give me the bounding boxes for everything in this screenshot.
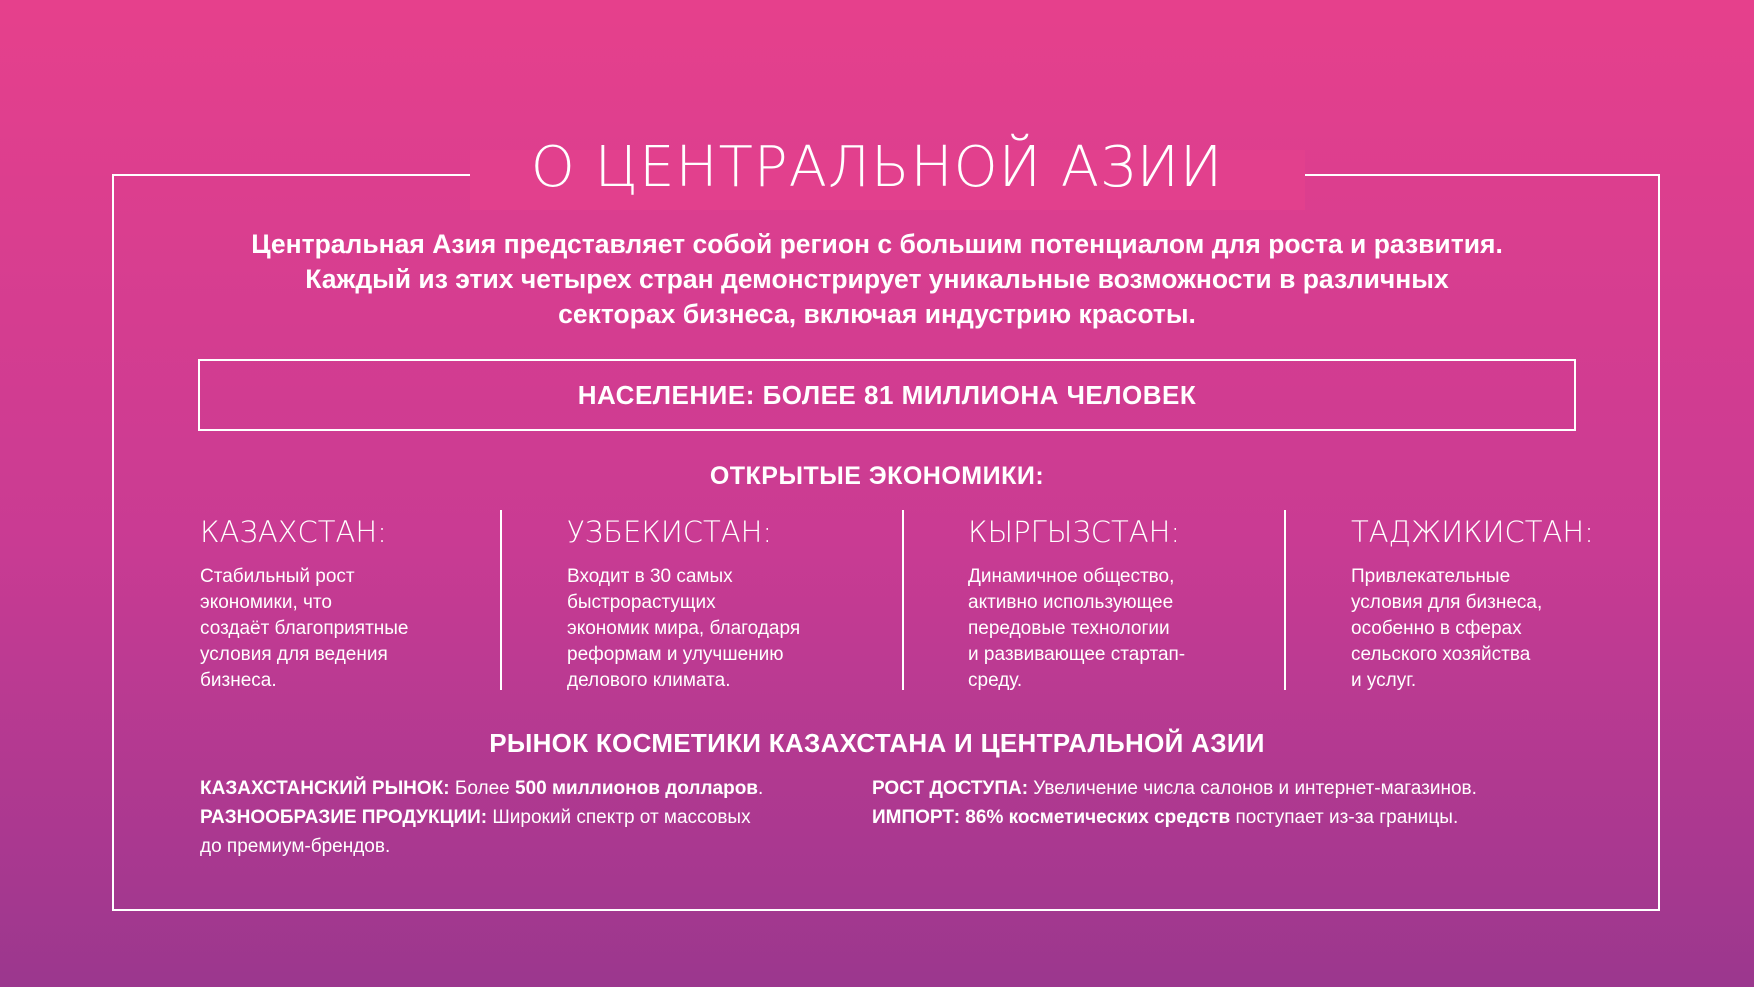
- fact-value: 86% косметических средств: [960, 807, 1231, 828]
- fact-text: Более: [449, 778, 516, 799]
- fact-kazakhstan-market: [200, 774, 763, 803]
- fact-product-variety-cont: [200, 832, 390, 861]
- country-description: Стабильный рост экономики, что создаёт благоприятные условия для ведения бизнеса.: [200, 566, 409, 691]
- fact-label: РОСТ ДОСТУПА:: [872, 778, 1029, 799]
- fact-import: [872, 803, 1458, 832]
- country-description: Привлекательные условия для бизнеса, особенно в сферах сельского хозяйства и услуг.: [1351, 566, 1543, 691]
- country-uzbekistan: [567, 514, 867, 694]
- intro-line: секторах бизнеса, включая индустрию красоты.: [558, 299, 1196, 329]
- fact-label: ИМПОРТ:: [872, 807, 961, 828]
- intro-line: Каждый из этих четырех стран демонстрирует уникальные возможности в различных: [305, 264, 1449, 294]
- country-tajikistan: [1351, 514, 1621, 694]
- country-kazakhstan: [200, 514, 460, 694]
- country-name: КЫРГЫЗСТАН:: [968, 515, 1181, 549]
- fact-text: Увеличение числа салонов и интернет-магазинов.: [1028, 778, 1477, 799]
- fact-label: РАЗНООБРАЗИЕ ПРОДУКЦИИ:: [200, 807, 488, 828]
- country-name: УЗБЕКИСТАН:: [567, 515, 773, 549]
- fact-text: Широкий спектр от массовых: [487, 807, 751, 828]
- intro-line: Центральная Азия представляет собой регион с большим потенциалом для роста и развития.: [251, 229, 1503, 259]
- intro-paragraph: [180, 227, 1574, 332]
- population-text: НАСЕЛЕНИЕ: БОЛЕЕ 81 МИЛЛИОНА ЧЕЛОВЕК: [577, 379, 1197, 410]
- fact-text: поступает из-за границы.: [1230, 807, 1459, 828]
- column-divider: [500, 510, 502, 690]
- column-divider: [1284, 510, 1286, 690]
- fact-product-variety: [200, 803, 751, 832]
- country-name: КАЗАХСТАН:: [200, 515, 387, 549]
- economies-heading: ОТКРЫТЫЕ ЭКОНОМИКИ:: [709, 462, 1045, 490]
- country-name: ТАДЖИКИСТАН:: [1351, 515, 1594, 549]
- fact-value: 500 миллионов долларов: [515, 778, 758, 799]
- country-kyrgyzstan: [968, 514, 1258, 694]
- market-heading: РЫНОК КОСМЕТИКИ КАЗАХСТАНА И ЦЕНТРАЛЬНОЙ АЗИИ: [489, 728, 1265, 758]
- column-divider: [902, 510, 904, 690]
- fact-label: КАЗАХСТАНСКИЙ РЫНОК:: [200, 778, 450, 799]
- country-description: Динамичное общество, активно использующее передовые технологии и развивающее стартап- среду.: [968, 566, 1186, 691]
- page-title: О ЦЕНТРАЛЬНОЙ АЗИИ: [530, 135, 1224, 200]
- population-box: [198, 359, 1576, 431]
- fact-text: до премиум-брендов.: [200, 836, 391, 857]
- fact-access-growth: [872, 774, 1477, 803]
- country-description: Входит в 30 самых быстрорастущих экономик мира, благодаря реформам и улучшению делового климата.: [567, 566, 801, 691]
- fact-text: .: [758, 778, 764, 799]
